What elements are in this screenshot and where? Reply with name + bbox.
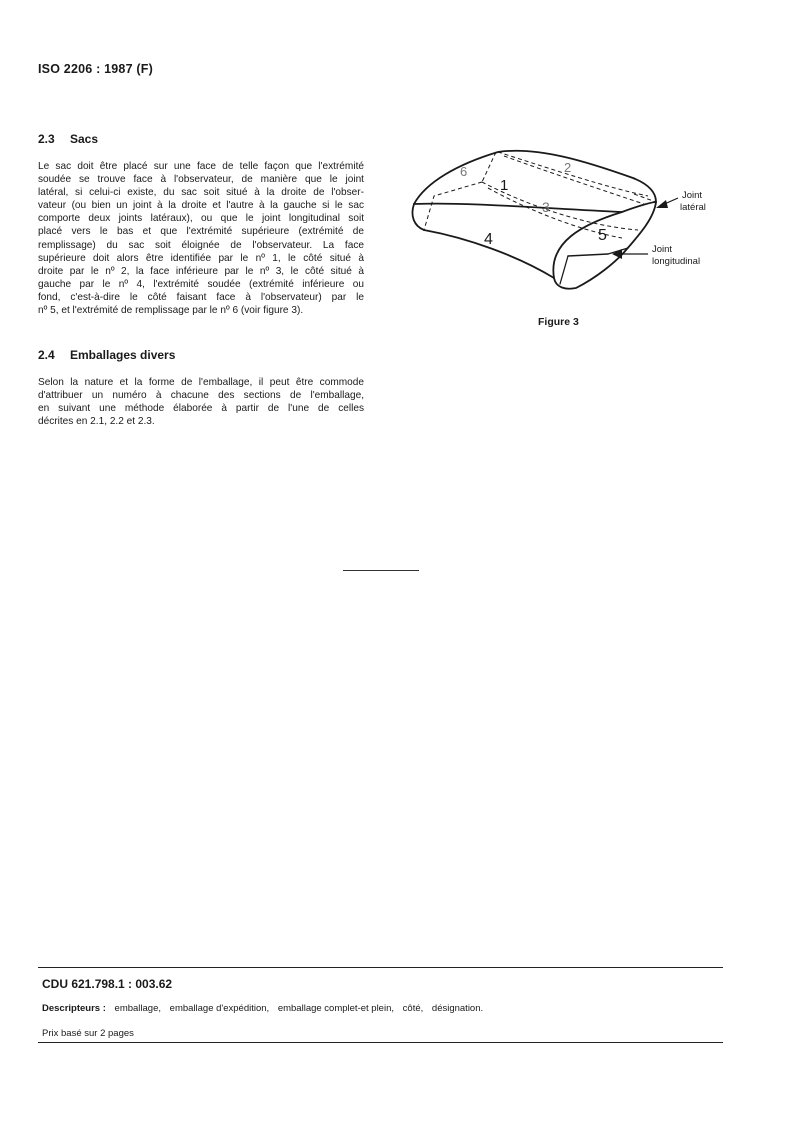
joint-longitudinal-label-2: longitudinal — [652, 256, 701, 267]
bag-left-end — [412, 204, 424, 230]
footer-rule — [38, 967, 723, 968]
bag-diagram — [408, 138, 738, 308]
text-line: en suivant une méthode élaborée à partir de l'une de celles — [38, 403, 364, 415]
descriptor-item: emballage complet-et plein, — [277, 1003, 395, 1014]
descriptor-item: emballage d'expédition, — [169, 1003, 270, 1014]
descriptor-item: désignation. — [431, 1003, 484, 1014]
text-line: d'attribuer un numéro à chacune des sections de l'emballage, — [38, 390, 364, 402]
joint-lateral-arrow-icon — [656, 200, 668, 208]
text-line: comporte deux joints latéraux), ou que le joint longitudinal soit — [38, 213, 364, 225]
descriptors-label: Descripteurs : — [42, 1003, 106, 1014]
section-number: 2.4 — [38, 348, 55, 362]
text-line: Le sac doit être placé sur une face de telle façon que l'extrémité — [38, 161, 364, 172]
section-2-4-paragraph — [38, 376, 364, 428]
text-line: vateur (ou bien un joint à la droite et l'autre à la gauche si le sac — [38, 200, 364, 212]
section-title: Sacs — [70, 132, 99, 146]
text-line: remplissage) du sac soit éloignée de l'observateur. La face — [38, 239, 364, 251]
section-number: 2.3 — [38, 132, 55, 146]
hidden-edge — [634, 194, 656, 202]
section-2-3-paragraph — [38, 160, 364, 317]
joint-longitudinal-arrow-icon — [612, 249, 622, 259]
figure-3 — [408, 138, 738, 308]
section-heading-2-3 — [38, 132, 98, 146]
face-label-2: 2 — [564, 160, 572, 175]
face-label-5: 5 — [598, 227, 607, 244]
descriptors — [42, 1003, 483, 1014]
text-line: nº 5, et l'extrémité de remplissage par le nº 6 (voir figure 3). — [38, 305, 304, 317]
section-title: Emballages divers — [70, 348, 176, 362]
descriptor-item: emballage, — [114, 1003, 162, 1014]
text-line: placé vers le bas et que l'extrémité supérieure (extrémité de — [38, 226, 364, 238]
face-label-1: 1 — [500, 177, 509, 194]
price-note: Prix basé sur 2 pages — [42, 1028, 134, 1039]
bag-front-end-bottom — [554, 202, 656, 289]
document-header: ISO 2206 : 1987 (F) — [38, 62, 153, 76]
section-heading-2-4 — [38, 348, 175, 362]
text-line: latéral, si celui-ci existe, du sac soit situé à la droite de l'obser- — [38, 187, 364, 199]
hidden-edge — [504, 156, 644, 204]
text-line: supérieure doit alors être identifiée par le nº 1, le côté situé à — [38, 252, 364, 264]
text-line: Selon la nature et la forme de l'emballage, il peut être commode — [38, 377, 364, 388]
figure-caption: Figure 3 — [538, 316, 579, 328]
text-line: gauche par le nº 4, l'extrémité soudée (extrémité inférieure ou — [38, 278, 364, 290]
joint-lateral-label-2: latéral — [680, 202, 706, 213]
joint-lateral-label-1: Joint — [682, 190, 703, 201]
face-label-6: 6 — [460, 164, 468, 179]
hidden-edge — [424, 182, 482, 230]
footer-rule-bottom — [38, 1042, 723, 1043]
text-line: décrites en 2.1, 2.2 et 2.3. — [38, 416, 155, 428]
text-line: soudée se trouve face à l'observateur, de manière que le joint — [38, 174, 364, 186]
descriptor-item: côté, — [402, 1003, 424, 1014]
text-line: droite par le nº 2, la face inférieure par le nº 3, le côté situé à — [38, 265, 364, 277]
cdu-classification: CDU 621.798.1 : 003.62 — [42, 977, 173, 991]
bag-seam-line — [560, 256, 568, 284]
joint-longitudinal-label-1: Joint — [652, 244, 673, 255]
bag-ridge — [414, 204, 622, 212]
section-divider — [343, 570, 419, 571]
bag-seam — [568, 254, 608, 256]
face-label-4: 4 — [484, 231, 493, 248]
text-line: fond, c'est-à-dire le côté faisant face à l'observateur) par le — [38, 291, 364, 303]
face-label-3: 3 — [542, 199, 550, 215]
